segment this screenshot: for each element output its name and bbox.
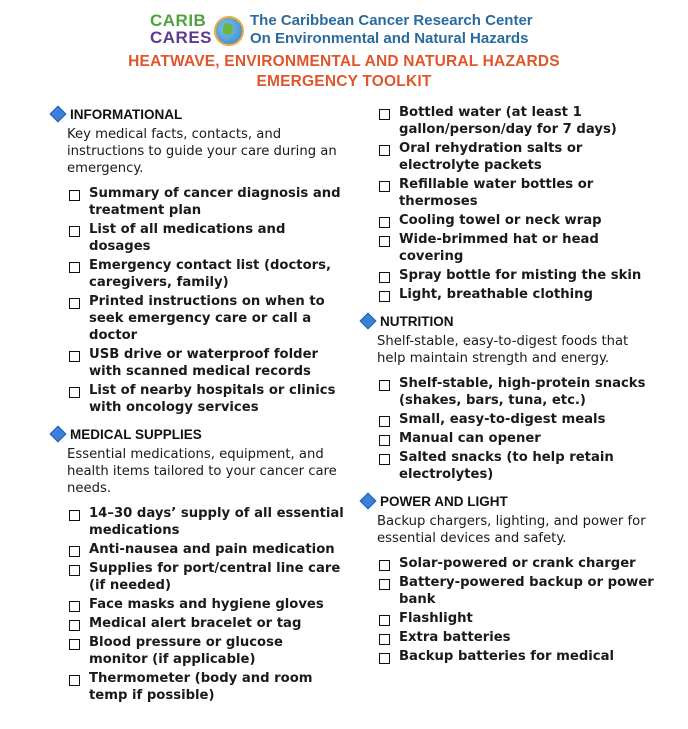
checklist-item-label: Salted snacks (to help retain electrolytes)	[399, 450, 614, 482]
checklist-item-label: Battery-powered backup or power bank	[399, 575, 654, 607]
checklist-item[interactable]	[377, 375, 660, 409]
checklist-item[interactable]	[377, 140, 660, 174]
section-nutrition	[360, 311, 660, 483]
checklist-item[interactable]	[67, 670, 345, 704]
checklist-item-label: 14–30 days’ supply of all essential medications	[89, 506, 344, 538]
checklist-item[interactable]	[67, 615, 345, 632]
section-heading-label: POWER AND LIGHT	[380, 493, 508, 509]
section-heading-label: INFORMATIONAL	[70, 106, 183, 122]
checkbox-icon[interactable]	[379, 236, 390, 247]
checkbox-icon[interactable]	[69, 298, 80, 309]
section-description: Backup chargers, lighting, and power for essential devices and safety.	[377, 514, 646, 546]
checklist-item-label: Solar-powered or crank charger	[399, 556, 636, 571]
checklist-item[interactable]	[67, 505, 345, 539]
section-heading	[50, 424, 345, 444]
checklist-item[interactable]	[377, 176, 660, 210]
checkbox-icon[interactable]	[69, 387, 80, 398]
checklist-item[interactable]	[377, 104, 660, 138]
checklist-item[interactable]	[67, 596, 345, 613]
checkbox-icon[interactable]	[69, 639, 80, 650]
checkbox-icon[interactable]	[379, 416, 390, 427]
checkbox-icon[interactable]	[379, 653, 390, 664]
checklist-item[interactable]	[377, 430, 660, 447]
title-line2: EMERGENCY TOOLKIT	[256, 73, 432, 90]
section-description: Shelf-stable, easy-to-digest foods that help maintain strength and energy.	[377, 334, 629, 366]
checkbox-icon[interactable]	[379, 272, 390, 283]
checklist-item[interactable]	[377, 449, 660, 483]
checkbox-icon[interactable]	[69, 190, 80, 201]
checkbox-icon[interactable]	[69, 546, 80, 557]
checkbox-icon[interactable]	[379, 145, 390, 156]
checklist-item-label: List of all medications and dosages	[89, 222, 286, 254]
checklist-item[interactable]	[377, 629, 660, 646]
logo	[150, 12, 212, 46]
checklist-item[interactable]	[67, 257, 345, 291]
checkbox-icon[interactable]	[379, 217, 390, 228]
section-informational	[50, 104, 345, 416]
checklist-item-label: Oral rehydration salts or electrolyte packets	[399, 141, 583, 173]
checkbox-icon[interactable]	[379, 109, 390, 120]
org-line1: The Caribbean Cancer Research Center	[250, 12, 533, 29]
checklist-item-label: Emergency contact list (doctors, caregivers, family)	[89, 258, 332, 290]
checkbox-icon[interactable]	[69, 262, 80, 273]
checklist-item[interactable]	[67, 560, 345, 594]
document-title	[0, 52, 688, 92]
checklist-item[interactable]	[377, 555, 660, 572]
checklist-item-label: USB drive or waterproof folder with scanned medical records	[89, 347, 319, 379]
checklist-item[interactable]	[377, 574, 660, 608]
checkbox-icon[interactable]	[69, 510, 80, 521]
checklist-item-label: Printed instructions on when to seek emergency care or call a doctor	[89, 294, 325, 343]
checklist-item-label: Medical alert bracelet or tag	[89, 616, 302, 631]
checklist-item-label: Spray bottle for misting the skin	[399, 268, 642, 283]
blue-diamond-icon	[50, 106, 67, 123]
blue-diamond-icon	[360, 493, 377, 510]
checklist-item-label: Extra batteries	[399, 630, 511, 645]
checklist-item-label: Refillable water bottles or thermoses	[399, 177, 594, 209]
organization-name	[250, 12, 533, 48]
checklist-item-label: Wide-brimmed hat or head covering	[399, 232, 599, 264]
checklist-item-label: Anti-nausea and pain medication	[89, 542, 335, 557]
checkbox-icon[interactable]	[379, 615, 390, 626]
checklist-item-label: Face masks and hygiene gloves	[89, 597, 324, 612]
checkbox-icon[interactable]	[69, 226, 80, 237]
org-line2: On Environmental and Natural Hazards	[250, 30, 529, 47]
checklist-item[interactable]	[377, 267, 660, 284]
checklist-item-label: Light, breathable clothing	[399, 287, 593, 302]
section-heading	[50, 104, 345, 124]
checkbox-icon[interactable]	[379, 454, 390, 465]
checkbox-icon[interactable]	[379, 634, 390, 645]
section-heading-label: NUTRITION	[380, 313, 454, 329]
checklist-item-label: Manual can opener	[399, 431, 541, 446]
checkbox-icon[interactable]	[69, 565, 80, 576]
checklist-item[interactable]	[377, 411, 660, 428]
checklist-item[interactable]	[377, 212, 660, 229]
section-heading	[360, 311, 660, 331]
checklist-item[interactable]	[377, 231, 660, 265]
checkbox-icon[interactable]	[69, 601, 80, 612]
checklist-item[interactable]	[67, 185, 345, 219]
section-heat-items	[360, 104, 660, 303]
left-column	[50, 104, 345, 712]
checklist-item[interactable]	[67, 541, 345, 558]
logo-line1: CARIB	[150, 11, 207, 30]
checkbox-icon[interactable]	[69, 675, 80, 686]
checklist-item-label: Thermometer (body and room temp if possible)	[89, 671, 313, 703]
checklist-item[interactable]	[67, 382, 345, 416]
header	[150, 12, 533, 48]
checklist-item-label: Bottled water (at least 1 gallon/person/day for 7 days)	[399, 105, 617, 137]
checklist-item[interactable]	[377, 286, 660, 303]
checklist-item-label: Blood pressure or glucose monitor (if applicable)	[89, 635, 283, 667]
checkbox-icon[interactable]	[379, 435, 390, 446]
title-line1: HEATWAVE, ENVIRONMENTAL AND NATURAL HAZARDS	[128, 53, 560, 70]
checkbox-icon[interactable]	[69, 351, 80, 362]
checkbox-icon[interactable]	[379, 181, 390, 192]
checklist-item-label: Supplies for port/central line care (if needed)	[89, 561, 341, 593]
checklist-item-label: List of nearby hospitals or clinics with oncology services	[89, 383, 336, 415]
globe-icon	[214, 16, 244, 46]
section-description: Key medical facts, contacts, and instructions to guide your care during an emergency.	[67, 127, 337, 176]
checklist-item-label: Summary of cancer diagnosis and treatment plan	[89, 186, 341, 218]
section-medical-supplies	[50, 424, 345, 704]
blue-diamond-icon	[50, 426, 67, 443]
checklist-item-label: Small, easy-to-digest meals	[399, 412, 606, 427]
section-heading-label: MEDICAL SUPPLIES	[70, 426, 202, 442]
checkbox-icon[interactable]	[379, 380, 390, 391]
section-heading	[360, 491, 660, 511]
checklist-item-label: Cooling towel or neck wrap	[399, 213, 602, 228]
section-power-and-light	[360, 491, 660, 665]
checklist-item-label: Backup batteries for medical	[399, 649, 615, 664]
checklist-item[interactable]	[67, 634, 345, 668]
checklist-item-label: Flashlight	[399, 611, 473, 626]
checklist-item[interactable]	[377, 610, 660, 627]
section-description: Essential medications, equipment, and health items tailored to your cancer care needs.	[67, 447, 337, 496]
checkbox-icon[interactable]	[379, 579, 390, 590]
checklist-item-label: Shelf-stable, high-protein snacks (shakes, bars, tuna, etc.)	[399, 376, 646, 408]
checklist-item[interactable]	[377, 648, 660, 665]
checkbox-icon[interactable]	[379, 291, 390, 302]
checklist-item[interactable]	[67, 346, 345, 380]
checkbox-icon[interactable]	[379, 560, 390, 571]
right-column	[360, 104, 660, 673]
blue-diamond-icon	[360, 313, 377, 330]
checklist-item[interactable]	[67, 293, 345, 344]
checklist-item[interactable]	[67, 221, 345, 255]
checkbox-icon[interactable]	[69, 620, 80, 631]
logo-line2: CARES	[150, 28, 213, 47]
